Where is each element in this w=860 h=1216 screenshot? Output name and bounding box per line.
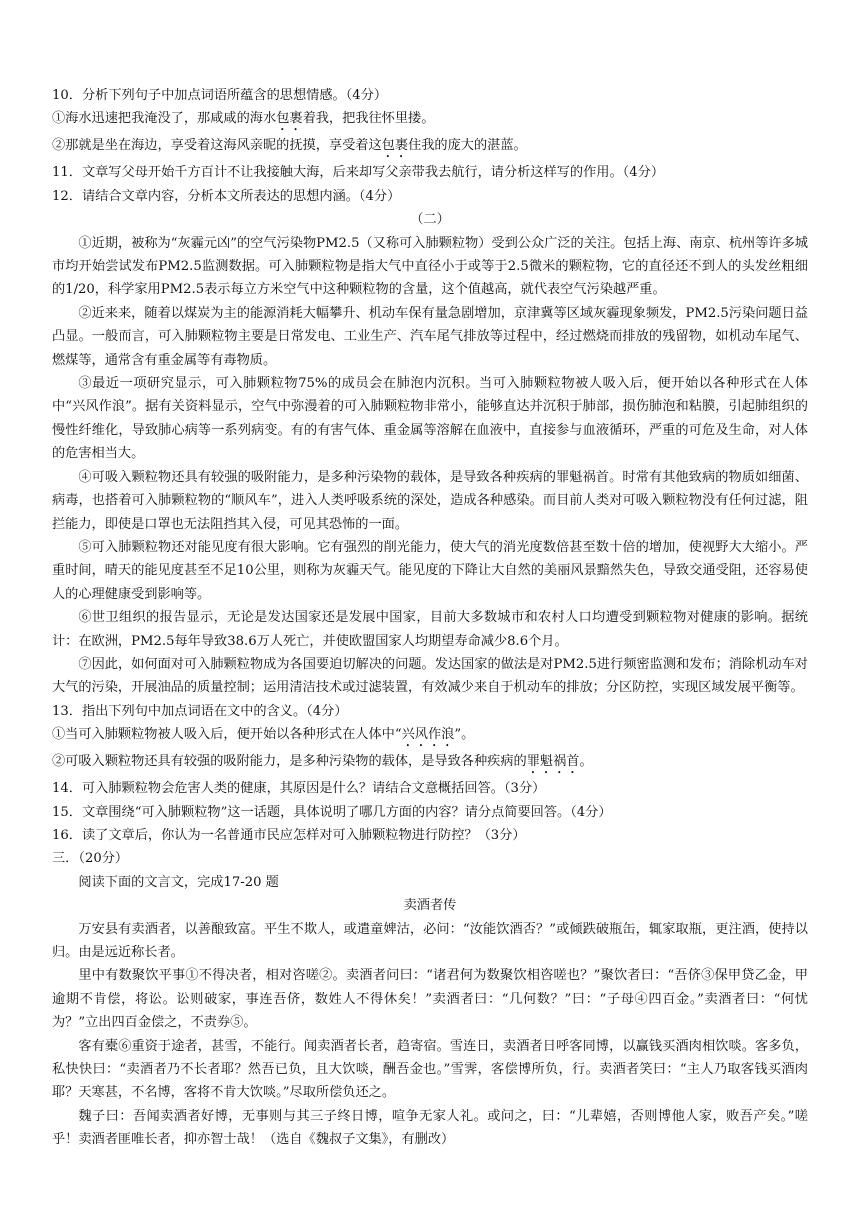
q13-s1-text: ①当可入肺颗粒物被人吸入后，便开始以各种形式在人体中“ xyxy=(52,727,402,743)
passage-2-paragraph: ①近期，被称为“灰霾元凶”的空气污染物PM2.5（又称可入肺颗粒物）受到公众广泛的关注。包括上海、南京、杭州等许多城市均开始尝试发布PM2.5监测数据。可入肺颗粒物是指大气中直径小于或等于2.5微米的颗粒物，它的直径还不到人的头发丝粗细的1/20，科学家用PM2.5表示每立方米空气中这种颗粒物的含量，这个值越高，就代表空气污染越严重。 xyxy=(52,235,808,298)
q10-sentence-1 xyxy=(52,107,808,134)
question-15: 15．文章围绕“可入肺颗粒物”这一话题，具体说明了哪几方面的内容？请分点简要回答。（4分） xyxy=(52,804,612,820)
classical-text-title: 卖酒者传 xyxy=(403,898,457,914)
q10-s2-text: ②那就是坐在海边，享受着这海风亲昵的抚摸，享受着这 xyxy=(52,138,382,154)
q10-s1-text: ①海水迅速把我淹没了，那咸咸的海水 xyxy=(52,111,277,127)
passage-2-paragraph: ④可吸入颗粒物还具有较强的吸附能力，是多种污染物的载体，是导致各种疾病的罪魁祸首。时常有其他致病的物质如细菌、病毒，也搭着可入肺颗粒物的“顺风车”，进入人类呼吸系统的深处，造成各种感染。而目前人类对可吸入颗粒物没有任何过滤，阻拦能力，即使是口罩也无法阻挡其入侵，可见其恐怖的一面。 xyxy=(52,469,808,532)
passage-2-paragraph: ②近来来，随着以煤炭为主的能源消耗大幅攀升、机动车保有量急剧增加，京津冀等区域灰霾现象频发，PM2.5污染问题日益凸显。一般而言，可入肺颗粒物主要是日常发电、工业生产、汽车尾气排放等过程中，经过燃烧而排放的残留物，如机动车尾气、燃煤等，通常含有重金属等有毒物质。 xyxy=(52,305,808,368)
passage-2-paragraph: ⑦因此，如何面对可入肺颗粒物成为各国要迫切解决的问题。发达国家的做法是对PM2.5进行频密监测和发布；消除机动车对大气的污染，开展油品的质量控制；运用清洁技术或过滤装置，有效减少来自于机动车的排放；分区防控，实现区域发展平衡等。 xyxy=(52,656,808,696)
q13-s2-dotted-word: 罪魁祸首 xyxy=(526,754,580,770)
document-page xyxy=(52,84,808,1152)
classical-paragraph: 魏子曰：吾闻卖酒者好博，无事则与其三子终日博，喧争无家人礼。或问之，曰：“儿辈嬉，否则博他人家，败吾产矣。”嗟乎！卖酒者匪唯长者，抑亦智士哉！（选自《魏叔子文集》，有删改） xyxy=(52,1108,808,1148)
classical-paragraph: 万安县有卖酒者，以善酿致富。平生不欺人，或遣童婢沽，必问：“汝能饮酒否？”或倾跌破瓶缶，辄家取瓶，更注酒，使持以归。由是远近称长者。 xyxy=(52,921,808,960)
q10-s2-dotted-word: 包裹 xyxy=(381,138,409,154)
q13-s2-text: ②可吸入颗粒物还具有较强的吸附能力，是多种污染物的载体，是导致各种疾病的 xyxy=(52,754,527,770)
passage-2-paragraph: ③最近一项研究显示，可入肺颗粒物75%的成员会在肺泡内沉积。当可入肺颗粒物被人吸入后，便开始以各种形式在人体中“兴风作浪”。据有关资料显示，空气中弥漫着的可入肺颗粒物非常小，能够直达并沉积于肺部，损伤肺泡和粘膜，引起肺组织的慢性纤维化，导致肺心病等一系列病变。有的有害气体、重金属等溶解在血液中，直接参与血液循环，严重的可危及生命，对人体的危害相当大。 xyxy=(52,376,808,462)
section-3-title: 三．（20分） xyxy=(52,851,129,867)
q10-s2-text-end: 住我的庞大的湛蓝。 xyxy=(408,138,527,154)
question-14: 14．可入肺颗粒物会危害人类的健康，其原因是什么？请结合文意概括回答。（3分） xyxy=(52,781,546,797)
section-3-instruction: 阅读下面的文言文，完成17-20 题 xyxy=(78,874,279,890)
q13-sentence-1 xyxy=(52,723,808,750)
passage-2-paragraph: ⑥世卫组织的报告显示，无论是发达国家还是发展中国家，目前大多数城市和农村人口均遭受到颗粒物对健康的影响。据统计：在欧洲，PM2.5每年导致38.6万人死亡，并使欧盟国家人均期望寿命减少8.6个月。 xyxy=(52,610,808,649)
classical-paragraph: 里中有数聚饮平事①不得决者，相对咨嗟②。卖酒者问曰：“诸君何为数聚饮相咨嗟也？”聚饮者曰：“吾侪③保甲贷乙金，甲逾期不肯偿，将讼。讼则破家，事连吾侪，数姓人不得休矣！”卖酒者曰：“几何数？”曰：“子母④四百金。”卖酒者曰：“何忧为？”立出四百金偿之，不责券⑤。 xyxy=(52,968,808,1031)
q10-s1-text-end: 着我，把我往怀里搂。 xyxy=(302,111,435,127)
question-11: 11．文章写父母开始千方百计不让我接触大海，后来却写父亲带我去航行，请分析这样写的作用。（4分） xyxy=(52,165,665,181)
q10-s1-dotted-word: 包裹 xyxy=(276,111,303,127)
q13-s2-text-end: 。 xyxy=(579,754,593,770)
q13-sentence-2 xyxy=(52,750,808,777)
classical-paragraph: 客有橐⑥重资于途者，甚雪，不能行。闻卖酒者长者，趋寄宿。雪连日，卖酒者日呼客同博，以赢钱买酒肉相饮啖。客多负，私快快曰：“卖酒者乃不长者耶？然吾已负，且大饮啖，酬吾金也。”雪霁，客偿博所负，行。卖酒者笑曰：“主人乃取客钱买酒肉耶？天寒甚，不名博，客将不肯大饮啖。”尽取所偿负还之。 xyxy=(52,1038,808,1101)
question-12: 12．请结合文章内容，分析本文所表达的思想内涵。（4分） xyxy=(52,188,401,204)
q13-s1-dotted-word: 兴风作浪 xyxy=(401,727,455,743)
question-16: 16．读了文章后，你认为一名普通市民应怎样对可入肺颗粒物进行防控？（3分） xyxy=(52,827,526,843)
q13-s1-text-end: ”。 xyxy=(454,727,475,743)
section-2-title: （二） xyxy=(410,212,450,228)
question-13: 13．指出下列句中加点词语在文中的含义。（4分） xyxy=(52,703,348,719)
passage-2-paragraph: ⑤可入肺颗粒物还对能见度有很大影响。它有强烈的削光能力，使大气的消光度数倍甚至数十倍的增加，使视野大大缩小。严重时间，晴天的能见度甚至不足10公里，则称为灰霾天气。能见度的下降让大自然的美丽风景黯然失色，导致交通受阻，还容易使人的心理健康受到影响等。 xyxy=(52,539,808,602)
q10-sentence-2 xyxy=(52,134,808,161)
question-10: 10．分析下列句子中加点词语所蕴含的思想情感。（4分） xyxy=(52,88,388,103)
